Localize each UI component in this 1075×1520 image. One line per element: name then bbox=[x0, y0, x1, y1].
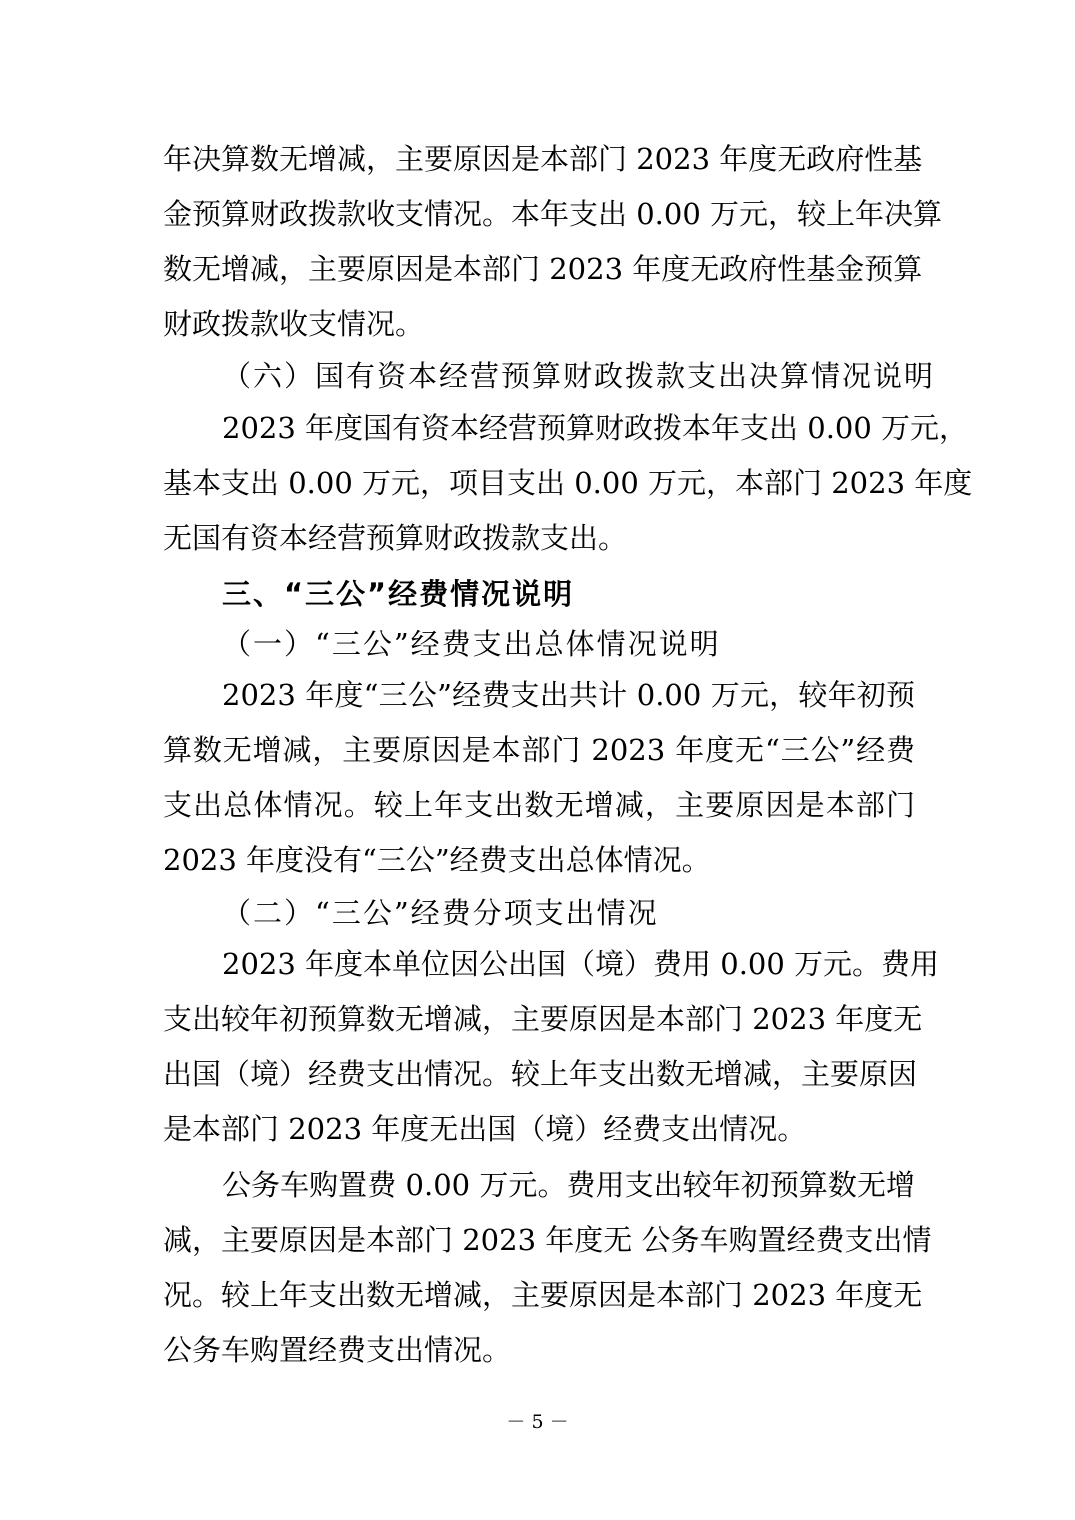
body-line: 2023 年度国有资本经营预算财政拨本年支出 0.00 万元， bbox=[222, 411, 969, 445]
body-line: 支出总体情况。较上年支出数无增减，主要原因是本部门 bbox=[163, 788, 915, 822]
body-line: 况。较上年支出数无增减，主要原因是本部门 2023 年度无 bbox=[163, 1278, 923, 1312]
body-line: 减，主要原因是本部门 2023 年度无 公务车购置经费支出情 bbox=[163, 1223, 932, 1257]
section-subheading: （一）“三公”经费支出总体情况说明 bbox=[222, 627, 721, 661]
body-line: 是本部门 2023 年度无出国（境）经费支出情况。 bbox=[163, 1112, 807, 1146]
body-line: 基本支出 0.00 万元，项目支出 0.00 万元，本部门 2023 年度 bbox=[163, 466, 973, 500]
section-heading: 三、“三公”经费情况说明 bbox=[222, 577, 575, 611]
body-line: 支出较年初预算数无增减，主要原因是本部门 2023 年度无 bbox=[163, 1002, 923, 1036]
section-subheading: （二）“三公”经费分项支出情况 bbox=[222, 896, 659, 930]
body-line: 无国有资本经营预算财政拨款支出。 bbox=[163, 521, 628, 555]
body-line: 2023 年度本单位因公出国（境）费用 0.00 万元。费用 bbox=[222, 947, 940, 981]
body-line: 出国（境）经费支出情况。较上年支出数无增减，主要原因 bbox=[163, 1057, 918, 1091]
body-line: 2023 年度没有“三公”经费支出总体情况。 bbox=[163, 843, 711, 877]
body-line: 财政拨款收支情况。 bbox=[163, 307, 425, 341]
section-subheading: （六）国有资本经营预算财政拨款支出决算情况说明 bbox=[222, 359, 936, 393]
body-line: 公务车购置费 0.00 万元。费用支出较年初预算数无增 bbox=[222, 1168, 915, 1202]
body-line: 公务车购置经费支出情况。 bbox=[163, 1333, 512, 1367]
body-line: 年决算数无增减，主要原因是本部门 2023 年度无政府性基 bbox=[163, 142, 923, 176]
body-line: 数无增减，主要原因是本部门 2023 年度无政府性基金预算 bbox=[163, 252, 923, 286]
body-line: 2023 年度“三公”经费支出共计 0.00 万元，较年初预 bbox=[222, 678, 915, 712]
body-line: 算数无增减，主要原因是本部门 2023 年度无“三公”经费 bbox=[163, 733, 915, 767]
body-line: 金预算财政拨款收支情况。本年支出 0.00 万元，较上年决算 bbox=[163, 197, 943, 231]
page-number: － 5 － bbox=[506, 1411, 569, 1433]
